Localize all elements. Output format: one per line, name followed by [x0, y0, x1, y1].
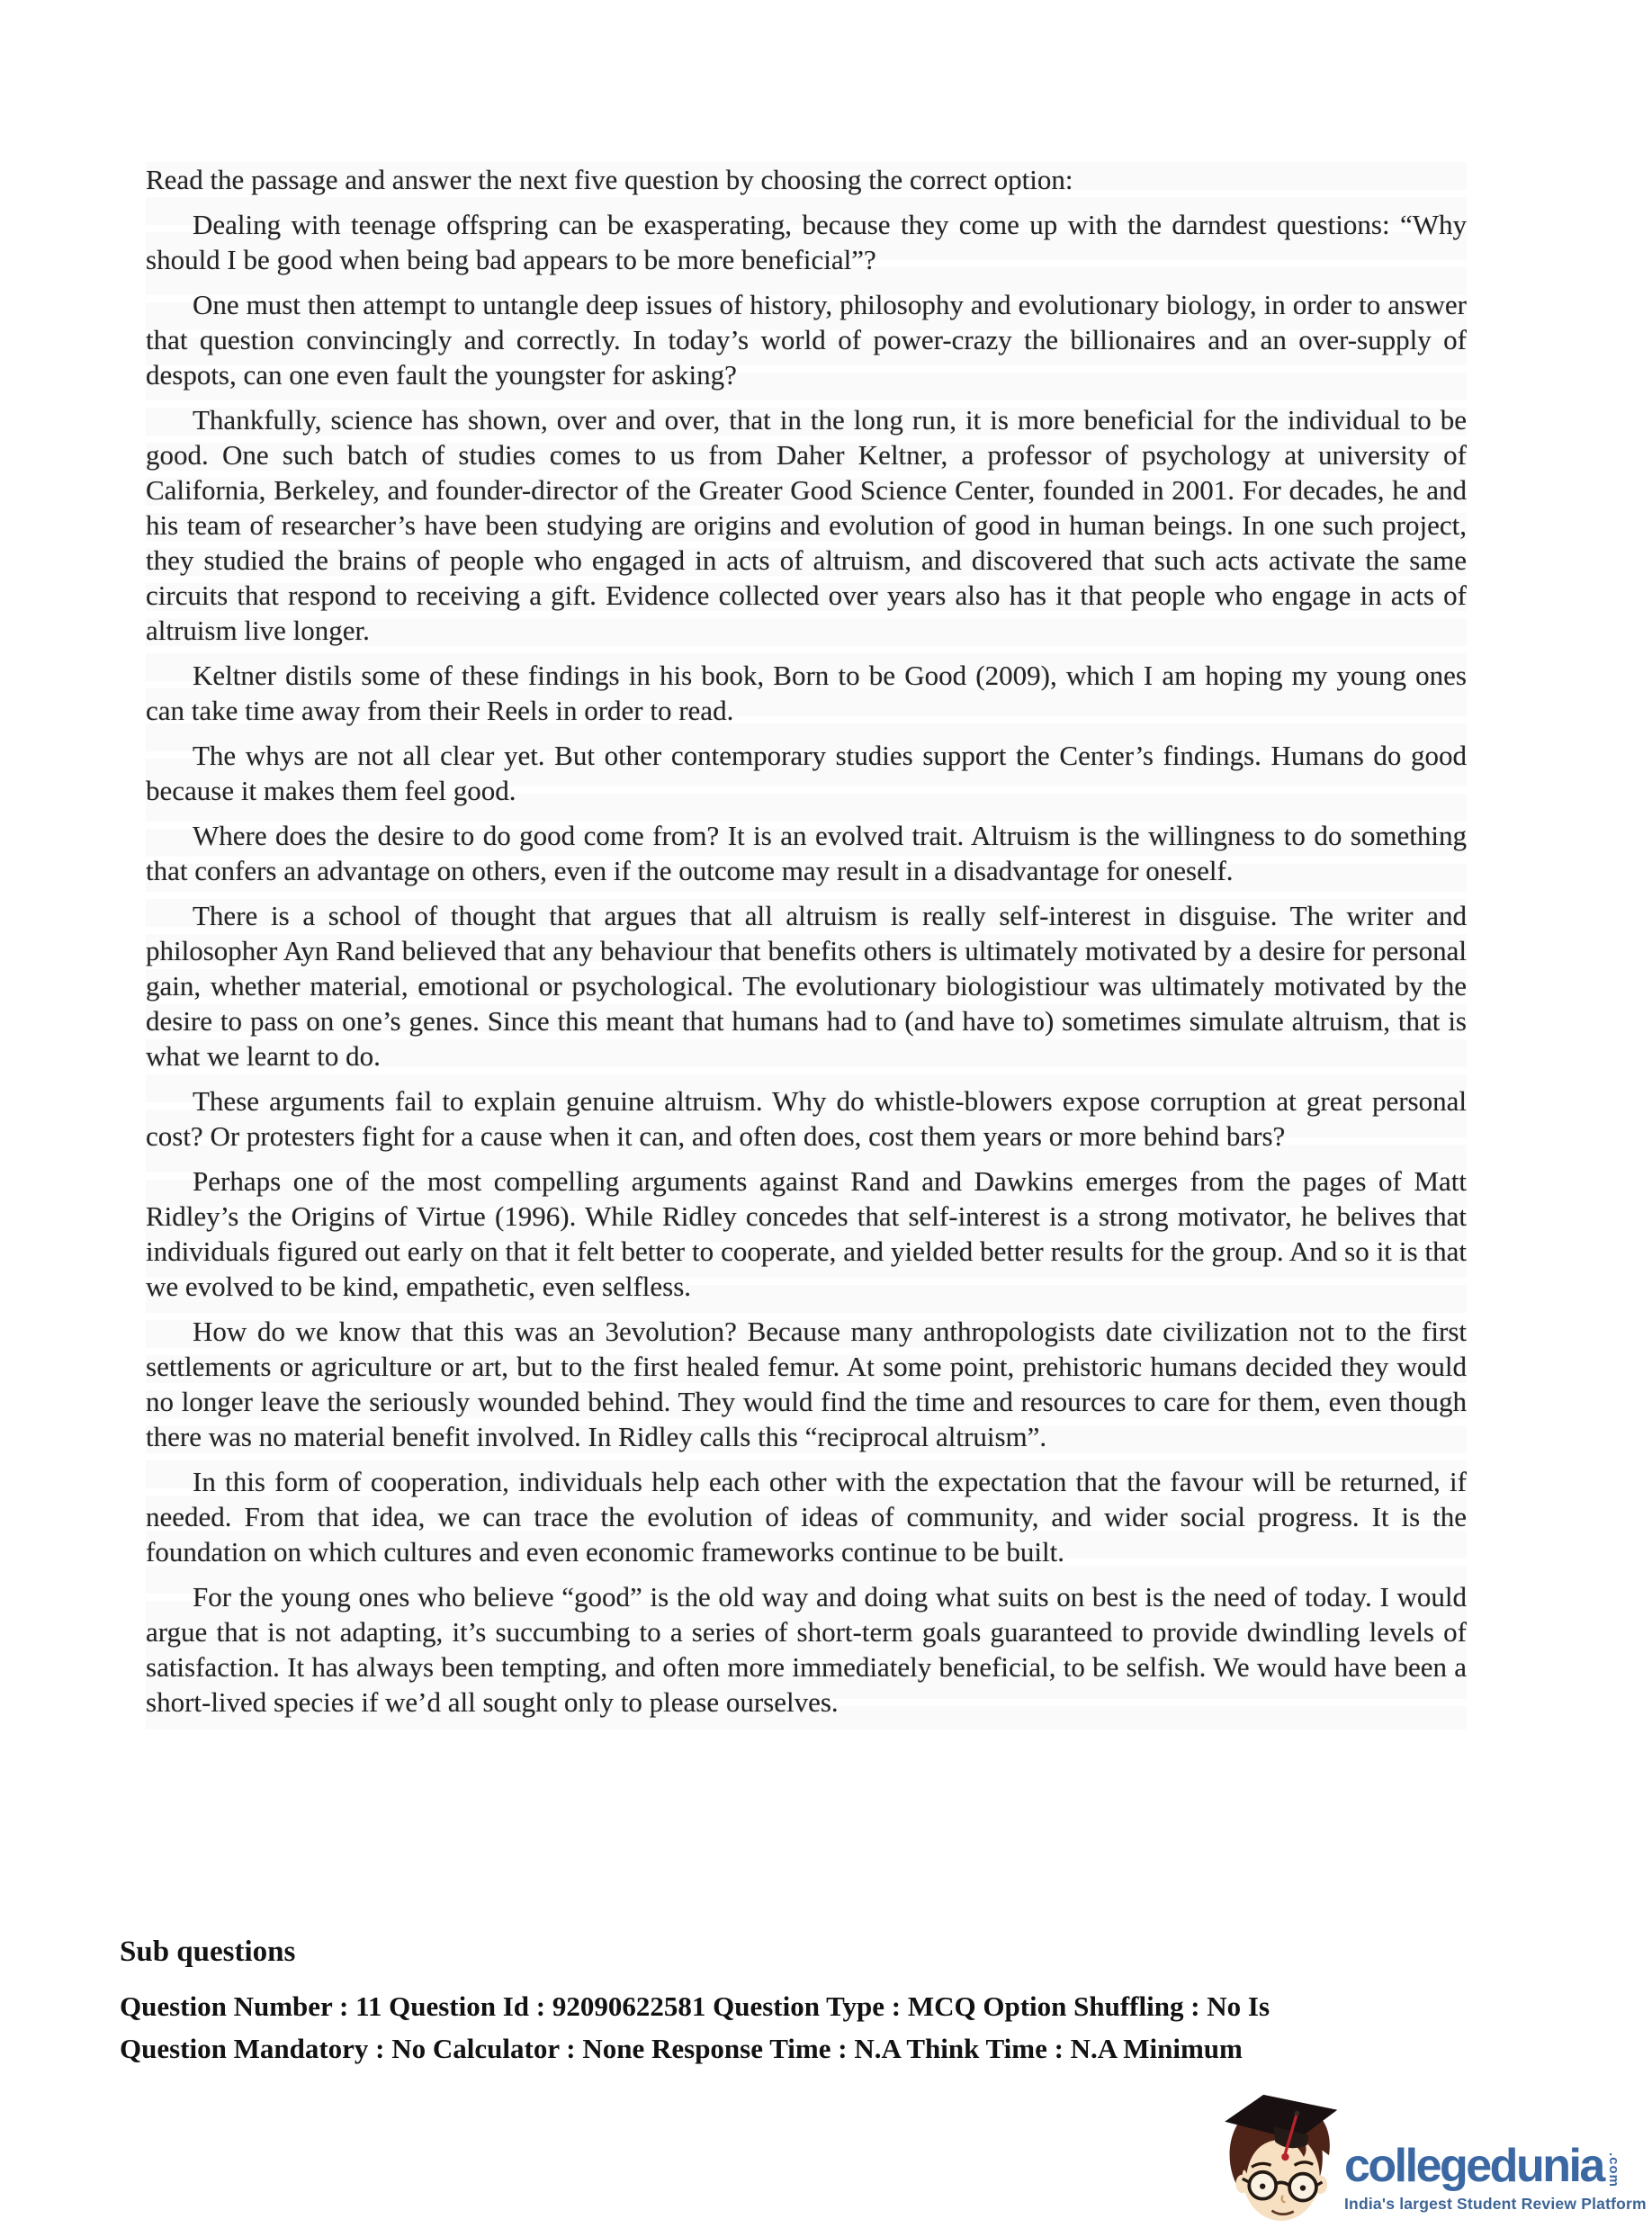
question-metadata-line: Question Number : 11 Question Id : 92090622581 Question Type : MCQ Option Shuffling : No Is: [120, 1990, 1270, 2022]
passage-paragraph: One must then attempt to untangle deep issues of history, philosophy and evolutionary biology, in order to answer that question convincingly and correctly. In today’s world of power-crazy the billionaires and an over-supply of despots, can one even fault the youngster for asking?: [146, 289, 1467, 391]
passage-paragraph: Thankfully, science has shown, over and over, that in the long run, it is more beneficial for the individual to be good. One such batch of studies comes to us from Daher Keltner, a professor of psychology at university of California, Berkeley, and founder-director of the Greater Good Science Center, founded in 2001. For decades, he and his team of researcher’s have been studying are origins and evolution of good in human beings. In one such project, they studied the brains of people who engaged in acts of altruism, and discovered that such acts activate the same circuits that respond to receiving a gift. Evidence collected over years also has it that people who engage in acts of altruism live longer.: [146, 404, 1467, 646]
question-metadata-line: Question Mandatory : No Calculator : None Response Time : N.A Think Time : N.A Minimum: [120, 2033, 1243, 2064]
brand-tld: .com: [1605, 2152, 1621, 2188]
reading-passage: [146, 162, 1467, 1729]
brand-wordmark: collegedunia: [1344, 2140, 1603, 2193]
graduate-student-mascot-icon: [1215, 2086, 1341, 2228]
collegedunia-logo: [1215, 2086, 1647, 2228]
passage-paragraph: Where does the desire to do good come from? It is an evolved trait. Altruism is the willingness to do something that confers an advantage on others, even if the outcome may result in a disadvantage for oneself.: [146, 820, 1467, 886]
passage-paragraph: Perhaps one of the most compelling arguments against Rand and Dawkins emerges from the pages of Matt Ridley’s the Origins of Virtue (1996). While Ridley concedes that self-interest is a strong motivator, he belives that individuals figured out early on that it felt better to cooperate, and yielded better results for the group. And so it is that we evolved to be kind, empathetic, even selfless.: [146, 1165, 1467, 1302]
passage-paragraph: Dealing with teenage offspring can be exasperating, because they come up with the darndest questions: “Why should I be good when being bad appears to be more beneficial”?: [146, 209, 1467, 275]
passage-instruction: Read the passage and answer the next five question by choosing the correct option:: [146, 164, 1073, 195]
passage-paragraph: The whys are not all clear yet. But other contemporary studies support the Center’s findings. Humans do good because it makes them feel good.: [146, 740, 1467, 806]
passage-paragraph: In this form of cooperation, individuals help each other with the expectation that the favour will be returned, if needed. From that idea, we can trace the evolution of ideas of community, and wider social progress. It is the foundation on which cultures and even economic frameworks continue to be built.: [146, 1466, 1467, 1568]
logo-text: [1344, 2140, 1647, 2228]
brand-tagline: India's largest Student Review Platform: [1344, 2195, 1647, 2213]
passage-paragraph: How do we know that this was an 3evolution? Because many anthropologists date civilization not to the first settlements or agriculture or art, but to the first healed femur. At some point, prehistoric humans decided they would no longer leave the seriously wounded behind. They would find the time and resources to care for them, even though there was no material benefit involved. In Ridley calls this “reciprocal altruism”.: [146, 1316, 1467, 1452]
sub-questions-heading: Sub questions: [120, 1936, 296, 1969]
question-metadata: [120, 1985, 1478, 2070]
passage-paragraph: Keltner distils some of these findings in his book, Born to be Good (2009), which I am hoping my young ones can take time away from their Reels in order to read.: [146, 660, 1467, 726]
passage-paragraph: There is a school of thought that argues that all altruism is really self-interest in disguise. The writer and philosopher Ayn Rand believed that any behaviour that benefits others is ultimately motivated by a desire for personal gain, whether material, emotional or psychological. The evolutionary biologistiour was ultimately motivated by the desire to pass on one’s genes. Since this meant that humans had to (and have to) sometimes simulate altruism, that is what we learnt to do.: [146, 900, 1467, 1072]
passage-paragraph: These arguments fail to explain genuine altruism. Why do whistle-blowers expose corruption at great personal cost? Or protesters fight for a cause when it can, and often does, cost them years or more behind bars?: [146, 1085, 1467, 1152]
passage-paragraph: For the young ones who believe “good” is the old way and doing what suits on best is the need of today. I would argue that is not adapting, it’s succumbing to a series of short-term goals guaranteed to provide dwindling levels of satisfaction. It has always been tempting, and often more immediately beneficial, to be selfish. We would have been a short-lived species if we’d all sought only to please ourselves.: [146, 1581, 1467, 1718]
